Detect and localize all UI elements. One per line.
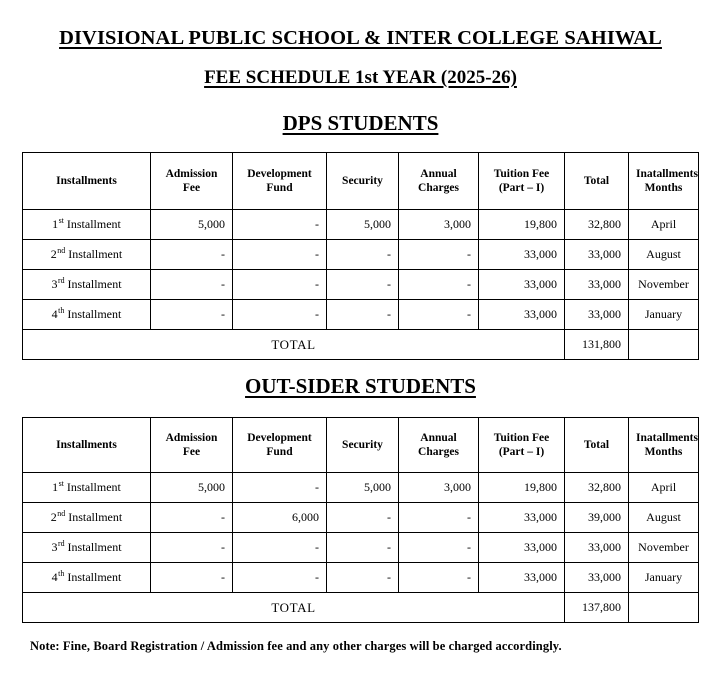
cell-annual-charges: - — [399, 270, 479, 300]
row-label-installment-3 — [23, 270, 151, 300]
column-header-total: Total — [565, 418, 629, 473]
ordinal-number: 3 — [51, 540, 58, 554]
cell-admission-fee: - — [151, 503, 233, 533]
ordinal-number: 1 — [52, 480, 59, 494]
cell-admission-fee: - — [151, 563, 233, 593]
grand-total-value: 131,800 — [565, 330, 629, 360]
table-total-row — [23, 593, 699, 623]
column-header-tuition-fee — [479, 153, 565, 210]
column-header-months-line1: Inatallments — [636, 431, 698, 444]
cell-security: 5,000 — [327, 473, 399, 503]
column-header-months-line2: Months — [644, 446, 683, 458]
ordinal-number: 2 — [50, 247, 57, 261]
row-label-installment-4 — [23, 563, 151, 593]
column-header-development-fund-line2: Fund — [266, 446, 293, 458]
column-header-installments: Installments — [23, 153, 151, 210]
cell-total: 33,000 — [565, 533, 629, 563]
row-label-installment-3 — [23, 533, 151, 563]
cell-security: - — [327, 270, 399, 300]
grand-total-month — [629, 330, 699, 360]
cell-admission-fee: - — [151, 270, 233, 300]
cell-total: 39,000 — [565, 503, 629, 533]
cell-security: - — [327, 533, 399, 563]
cell-development-fund: - — [233, 300, 327, 330]
column-header-tuition-fee-line1: Tuition Fee — [493, 167, 550, 180]
cell-admission-fee: - — [151, 533, 233, 563]
ordinal-suffix: nd — [57, 246, 66, 255]
cell-annual-charges: - — [399, 503, 479, 533]
installment-word: Installment — [67, 570, 122, 584]
cell-total: 33,000 — [565, 240, 629, 270]
installment-word: Installment — [67, 307, 122, 321]
table-row — [23, 473, 699, 503]
cell-admission-fee: - — [151, 240, 233, 270]
ordinal-suffix: st — [58, 479, 64, 488]
document-subtitle-text: FEE SCHEDULE 1st YEAR (2025-26) — [204, 67, 517, 88]
column-header-tuition-fee-line1: Tuition Fee — [493, 431, 550, 444]
column-header-annual-charges-line2: Charges — [418, 182, 459, 194]
ordinal-number: 3 — [51, 277, 58, 291]
section-heading-dps — [0, 112, 721, 135]
installment-word: Installment — [68, 510, 123, 524]
column-header-admission-fee-line1: Admission — [165, 167, 218, 180]
ordinal-suffix: rd — [57, 276, 65, 285]
cell-annual-charges: - — [399, 533, 479, 563]
column-header-installments: Installments — [23, 418, 151, 473]
section-heading-outsider — [0, 375, 721, 398]
ordinal-number: 2 — [50, 510, 57, 524]
cell-security: - — [327, 563, 399, 593]
fee-table-dps — [22, 152, 699, 360]
cell-total: 32,800 — [565, 210, 629, 240]
cell-tuition-fee: 33,000 — [479, 503, 565, 533]
column-header-development-fund-line2: Fund — [266, 182, 293, 194]
cell-admission-fee: 5,000 — [151, 210, 233, 240]
ordinal-suffix: st — [58, 216, 64, 225]
cell-tuition-fee: 33,000 — [479, 300, 565, 330]
column-header-development-fund-line1: Development — [247, 167, 312, 180]
cell-month: January — [629, 300, 699, 330]
grand-total-value: 137,800 — [565, 593, 629, 623]
ordinal-suffix: nd — [57, 509, 66, 518]
document-title — [0, 27, 721, 50]
cell-total: 32,800 — [565, 473, 629, 503]
column-header-admission-fee — [151, 153, 233, 210]
cell-development-fund: - — [233, 473, 327, 503]
column-header-tuition-fee — [479, 418, 565, 473]
cell-annual-charges: - — [399, 300, 479, 330]
column-header-admission-fee — [151, 418, 233, 473]
installment-word: Installment — [67, 540, 122, 554]
cell-annual-charges: - — [399, 240, 479, 270]
cell-security: - — [327, 300, 399, 330]
cell-month: January — [629, 563, 699, 593]
installment-word: Installment — [66, 217, 121, 231]
table-row — [23, 240, 699, 270]
row-label-installment-2 — [23, 240, 151, 270]
cell-month: April — [629, 473, 699, 503]
row-label-installment-1 — [23, 210, 151, 240]
installment-word: Installment — [67, 277, 122, 291]
table-row — [23, 270, 699, 300]
cell-security: 5,000 — [327, 210, 399, 240]
document-subtitle — [0, 68, 721, 89]
cell-annual-charges: 3,000 — [399, 473, 479, 503]
cell-admission-fee: - — [151, 300, 233, 330]
table-header-row — [23, 418, 699, 473]
cell-tuition-fee: 33,000 — [479, 563, 565, 593]
cell-development-fund: - — [233, 210, 327, 240]
column-header-development-fund — [233, 153, 327, 210]
row-label-installment-4 — [23, 300, 151, 330]
column-header-annual-charges-line1: Annual — [420, 167, 457, 180]
column-header-installments-months — [629, 153, 699, 210]
table-row — [23, 533, 699, 563]
table-row — [23, 210, 699, 240]
document-title-text: DIVISIONAL PUBLIC SCHOOL & INTER COLLEGE SAHIWAL — [59, 27, 662, 49]
column-header-annual-charges — [399, 418, 479, 473]
column-header-tuition-fee-line2: (Part – I) — [498, 446, 545, 458]
table-row — [23, 503, 699, 533]
cell-development-fund: 6,000 — [233, 503, 327, 533]
cell-development-fund: - — [233, 533, 327, 563]
cell-total: 33,000 — [565, 563, 629, 593]
total-row-label: TOTAL — [23, 593, 565, 623]
table-header-row — [23, 153, 699, 210]
cell-security: - — [327, 240, 399, 270]
cell-annual-charges: - — [399, 563, 479, 593]
installment-word: Installment — [68, 247, 123, 261]
section-heading-dps-text: DPS STUDENTS — [282, 111, 439, 135]
cell-tuition-fee: 19,800 — [479, 473, 565, 503]
column-header-annual-charges-line1: Annual — [420, 431, 457, 444]
table-row — [23, 300, 699, 330]
row-label-installment-1 — [23, 473, 151, 503]
column-header-annual-charges-line2: Charges — [418, 446, 459, 458]
column-header-development-fund — [233, 418, 327, 473]
cell-month: August — [629, 503, 699, 533]
column-header-total: Total — [565, 153, 629, 210]
cell-month: November — [629, 270, 699, 300]
ordinal-suffix: rd — [57, 539, 65, 548]
ordinal-number: 4 — [51, 307, 58, 321]
column-header-admission-fee-line1: Admission — [165, 431, 218, 444]
column-header-installments-months — [629, 418, 699, 473]
cell-total: 33,000 — [565, 270, 629, 300]
cell-annual-charges: 3,000 — [399, 210, 479, 240]
cell-month: November — [629, 533, 699, 563]
column-header-months-line1: Inatallments — [636, 167, 698, 180]
footer-note: Note: Fine, Board Registration / Admission fee and any other charges will be charged accordingly. — [30, 639, 562, 653]
fee-table-outsider — [22, 417, 699, 623]
cell-tuition-fee: 33,000 — [479, 533, 565, 563]
cell-total: 33,000 — [565, 300, 629, 330]
cell-development-fund: - — [233, 563, 327, 593]
row-label-installment-2 — [23, 503, 151, 533]
cell-development-fund: - — [233, 270, 327, 300]
ordinal-suffix: th — [58, 569, 65, 578]
ordinal-number: 1 — [52, 217, 59, 231]
grand-total-month — [629, 593, 699, 623]
column-header-annual-charges — [399, 153, 479, 210]
column-header-security: Security — [327, 153, 399, 210]
column-header-security: Security — [327, 418, 399, 473]
ordinal-suffix: th — [58, 306, 65, 315]
column-header-development-fund-line1: Development — [247, 431, 312, 444]
cell-security: - — [327, 503, 399, 533]
column-header-months-line2: Months — [644, 182, 683, 194]
table-total-row — [23, 330, 699, 360]
cell-month: August — [629, 240, 699, 270]
section-heading-outsider-text: OUT-SIDER STUDENTS — [245, 374, 476, 398]
cell-tuition-fee: 33,000 — [479, 240, 565, 270]
column-header-admission-fee-line2: Fee — [182, 446, 201, 458]
cell-tuition-fee: 33,000 — [479, 270, 565, 300]
cell-development-fund: - — [233, 240, 327, 270]
column-header-tuition-fee-line2: (Part – I) — [498, 182, 545, 194]
table-row — [23, 563, 699, 593]
ordinal-number: 4 — [51, 570, 58, 584]
total-row-label: TOTAL — [23, 330, 565, 360]
installment-word: Installment — [66, 480, 121, 494]
cell-tuition-fee: 19,800 — [479, 210, 565, 240]
column-header-admission-fee-line2: Fee — [182, 182, 201, 194]
cell-admission-fee: 5,000 — [151, 473, 233, 503]
cell-month: April — [629, 210, 699, 240]
